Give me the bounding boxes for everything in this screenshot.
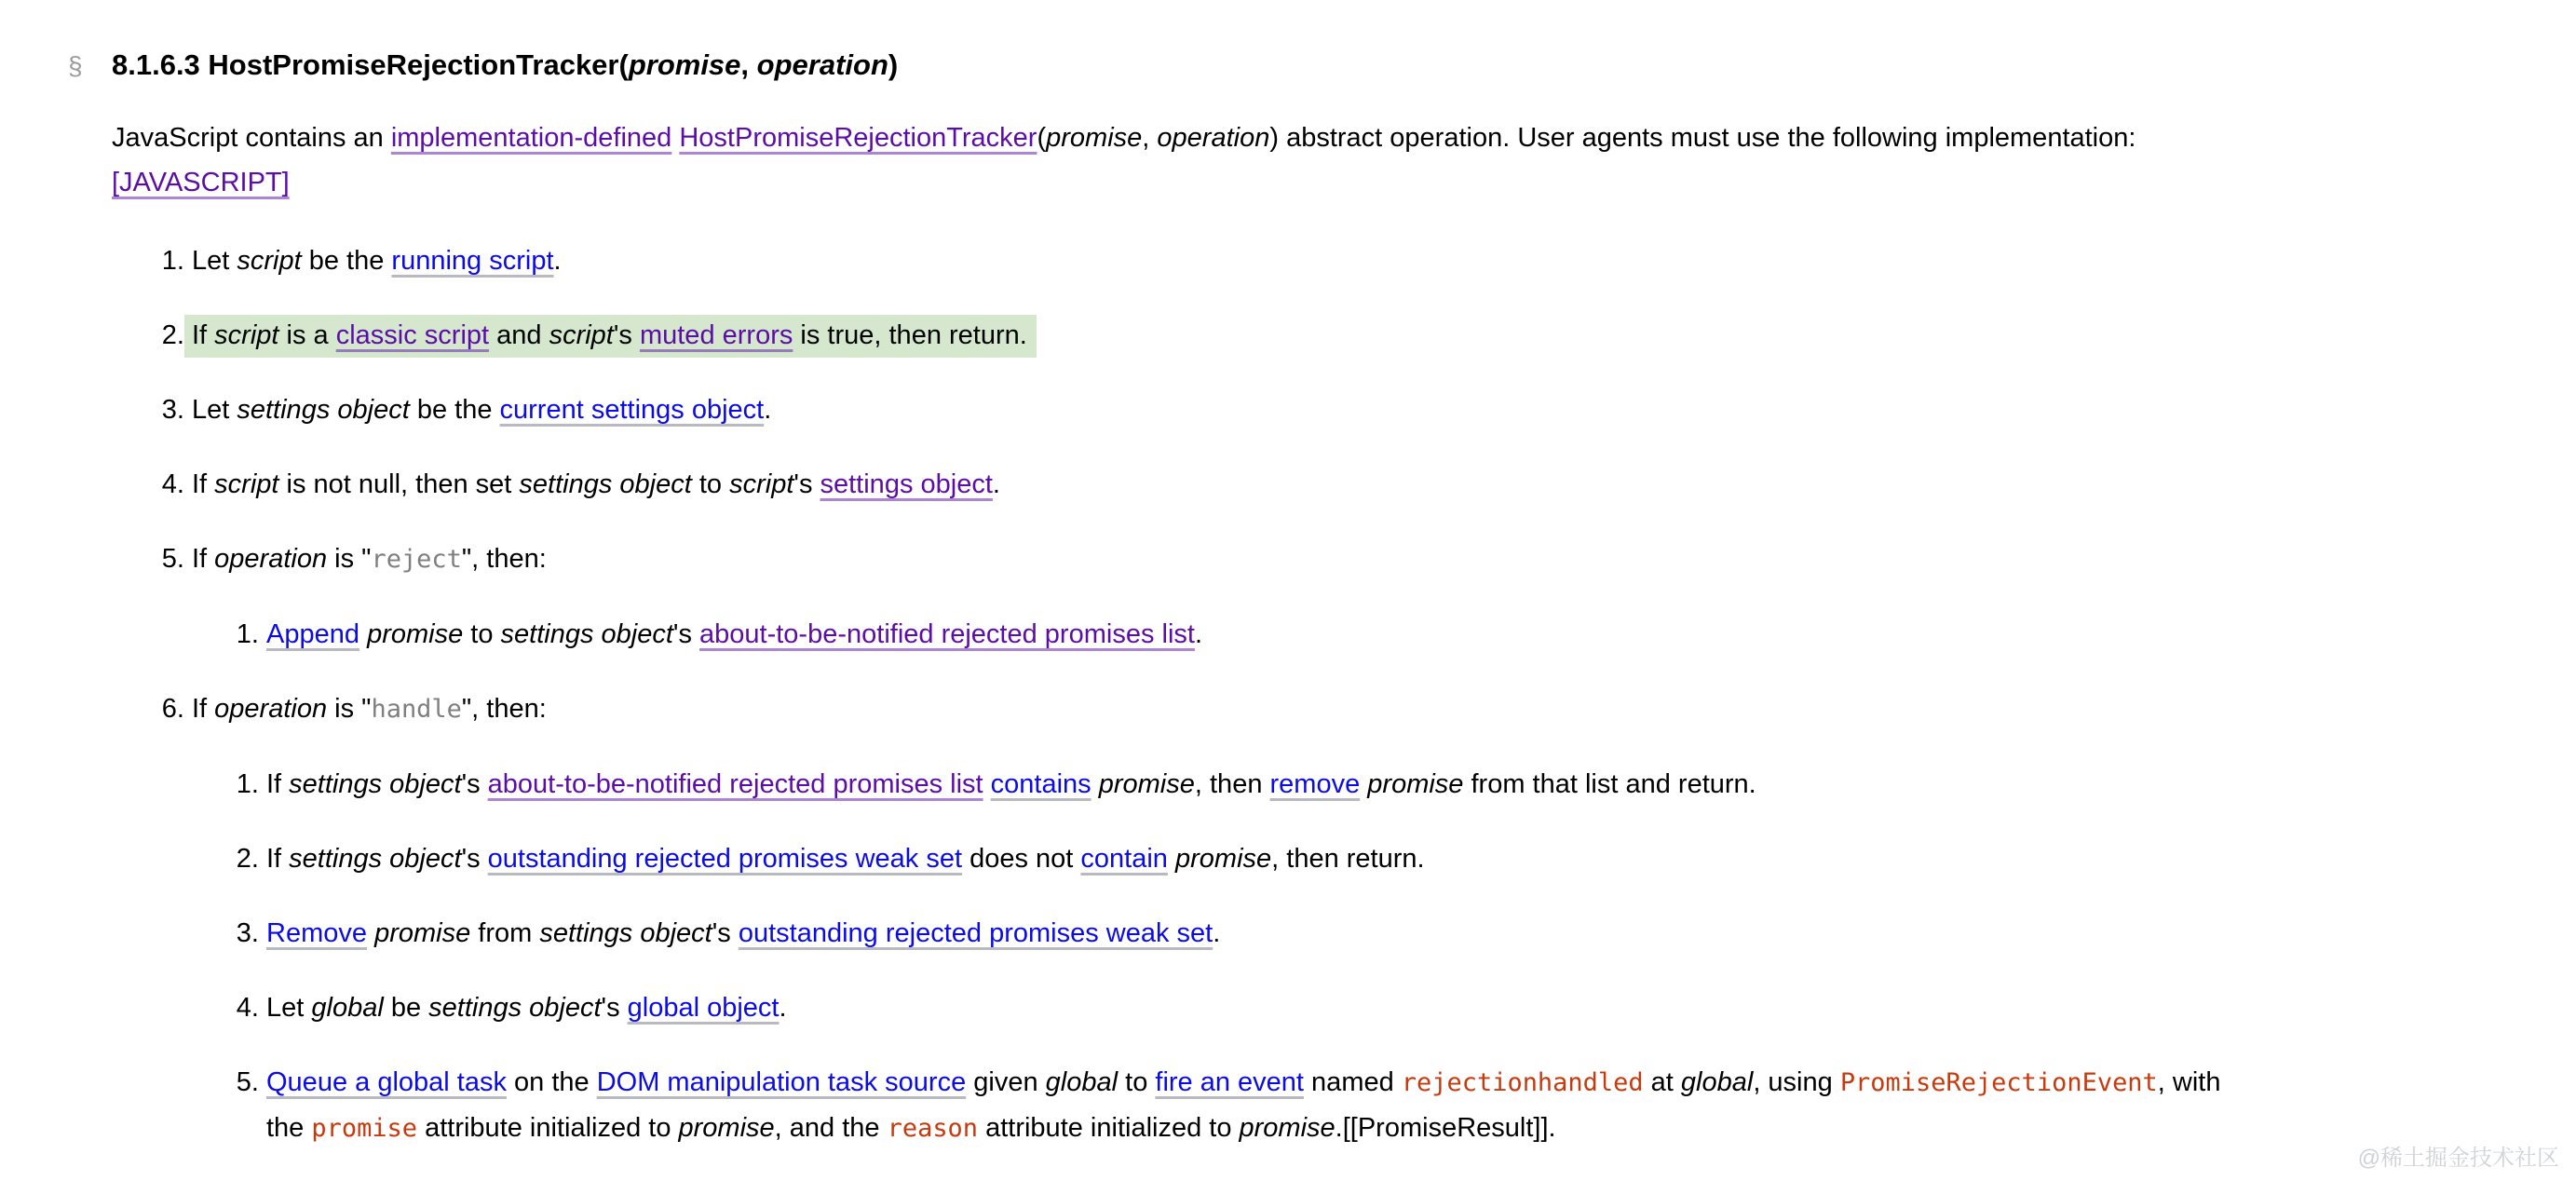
text: , with xyxy=(2157,1067,2221,1097)
link-append[interactable]: Append xyxy=(266,619,359,649)
text: and xyxy=(489,320,549,350)
variable: settings object xyxy=(539,918,712,948)
text: . xyxy=(764,395,772,425)
link-outstanding-rejected-promises-weak-set[interactable]: outstanding rejected promises weak set xyxy=(487,844,963,874)
section-self-link[interactable]: § xyxy=(68,51,83,80)
text: 's xyxy=(461,844,488,874)
variable: operation xyxy=(756,48,888,81)
spec-section xyxy=(68,43,2412,1181)
highlighted-step-text xyxy=(184,315,1037,358)
link-queue-a-global-task[interactable]: Queue a global task xyxy=(266,1067,507,1097)
text: is a xyxy=(278,320,336,350)
link-fire-an-event[interactable]: fire an event xyxy=(1155,1067,1304,1097)
text: ) xyxy=(888,48,899,81)
variable: script xyxy=(549,320,614,350)
text: If xyxy=(266,769,290,799)
substeps-list xyxy=(192,612,2412,657)
text: ) abstract operation. User agents must use the following implementation: xyxy=(1269,123,2136,153)
text: ( xyxy=(1037,123,1047,153)
text: ", then: xyxy=(461,544,547,574)
code-literal: handle xyxy=(371,695,462,724)
variable: script xyxy=(237,246,302,276)
variable: settings object xyxy=(500,619,673,649)
text: JavaScript contains an xyxy=(112,123,391,153)
variable: script xyxy=(729,469,794,499)
variable: settings object xyxy=(289,769,462,799)
text: 's xyxy=(793,469,820,499)
text: 's xyxy=(613,320,640,350)
text: , then return. xyxy=(1271,844,1425,874)
text: named xyxy=(1304,1067,1402,1097)
variable: settings object xyxy=(428,993,602,1023)
variable: settings object xyxy=(289,844,462,874)
text: does not xyxy=(962,844,1081,874)
step-item xyxy=(192,462,2412,507)
text: . xyxy=(1194,619,1203,649)
text xyxy=(367,918,374,948)
text: If xyxy=(192,544,215,574)
variable: operation xyxy=(214,694,328,724)
link-about-to-be-notified-rejected-promises-list[interactable]: about-to-be-notified rejected promises list xyxy=(487,769,983,799)
text: . xyxy=(553,246,562,276)
text: 8.1.6.3 HostPromiseRejectionTracker( xyxy=(112,48,629,81)
link-global-object[interactable]: global object xyxy=(627,993,780,1023)
variable: global xyxy=(1045,1067,1119,1097)
step-item xyxy=(192,686,2412,1151)
section-heading-text xyxy=(112,48,898,81)
text: on the xyxy=(506,1067,597,1097)
link-javascript-ref[interactable]: [JAVASCRIPT] xyxy=(112,168,290,197)
link-hostpromiserejectiontracker[interactable]: HostPromiseRejectionTracker xyxy=(679,123,1037,153)
text: from xyxy=(470,918,540,948)
variable: script xyxy=(214,320,279,350)
text: attribute initialized to xyxy=(417,1113,679,1143)
text: . xyxy=(992,469,1000,499)
text xyxy=(1091,769,1099,799)
text: to xyxy=(1118,1067,1156,1097)
text: attribute initialized to xyxy=(978,1113,1240,1143)
text: .[[PromiseResult]]. xyxy=(1335,1113,1556,1143)
variable: promise xyxy=(1046,123,1143,153)
variable: settings object xyxy=(237,395,410,425)
text: , xyxy=(740,48,757,81)
text: be the xyxy=(301,246,392,276)
substeps-list xyxy=(192,762,2412,1151)
link-classic-script[interactable]: classic script xyxy=(335,320,490,350)
variable: promise xyxy=(678,1113,775,1143)
text: , using xyxy=(1753,1067,1840,1097)
variable: promise xyxy=(374,918,471,948)
text: , xyxy=(1142,123,1158,153)
text: If xyxy=(266,844,290,874)
text: from that list and return. xyxy=(1463,769,1756,799)
variable: global xyxy=(311,993,384,1023)
link-contains[interactable]: contains xyxy=(990,769,1091,799)
link-remove[interactable]: remove xyxy=(1269,769,1361,799)
variable: operation xyxy=(1157,123,1270,153)
text: given xyxy=(966,1067,1046,1097)
link-promiserejectionevent[interactable]: PromiseRejectionEvent xyxy=(1839,1068,2158,1097)
link-reason-attribute[interactable]: reason xyxy=(887,1114,979,1143)
variable: promise xyxy=(628,48,741,81)
step-item xyxy=(192,536,2412,657)
text: be xyxy=(383,993,429,1023)
variable: promise xyxy=(1239,1113,1335,1143)
steps-list xyxy=(112,238,2412,1151)
link-rejectionhandled-event[interactable]: rejectionhandled xyxy=(1401,1068,1644,1097)
text: ", then: xyxy=(461,694,547,724)
text: is " xyxy=(327,694,372,724)
text: 's xyxy=(601,993,628,1023)
text: to xyxy=(463,619,501,649)
variable: global xyxy=(1680,1067,1754,1097)
link-contain[interactable]: contain xyxy=(1080,844,1168,874)
text: be the xyxy=(409,395,500,425)
step-item xyxy=(192,238,2412,283)
text: at xyxy=(1643,1067,1681,1097)
text: , and the xyxy=(774,1113,888,1143)
variable: operation xyxy=(214,544,328,574)
text: Let xyxy=(266,993,312,1023)
intro-paragraph xyxy=(112,115,2412,205)
variable: settings object xyxy=(519,469,692,499)
variable: promise xyxy=(1367,769,1464,799)
link-remove-promise[interactable]: Remove xyxy=(266,918,367,948)
text xyxy=(983,769,991,799)
link-current-settings-object[interactable]: current settings object xyxy=(499,395,765,425)
step-item xyxy=(192,313,2412,358)
link-dom-manipulation-task-source[interactable]: DOM manipulation task source xyxy=(596,1067,967,1097)
text xyxy=(1168,844,1175,874)
variable: promise xyxy=(1175,844,1272,874)
substep-item xyxy=(266,612,2412,657)
variable: promise xyxy=(367,619,464,649)
text: . xyxy=(779,993,787,1023)
text: is " xyxy=(327,544,372,574)
substep-item xyxy=(266,762,2412,807)
text: , then xyxy=(1194,769,1270,799)
text: 's xyxy=(712,918,739,948)
variable: promise xyxy=(1098,769,1195,799)
link-settings-object[interactable]: settings object xyxy=(820,469,993,499)
substep-item xyxy=(266,1060,2412,1151)
step-item xyxy=(192,387,2412,432)
watermark: @稀土掘金技术社区 xyxy=(2357,1146,2559,1171)
variable: script xyxy=(214,469,279,499)
link-outstanding-rejected-promises-weak-set[interactable]: outstanding rejected promises weak set xyxy=(738,918,1213,948)
text: Let xyxy=(192,246,237,276)
link-muted-errors[interactable]: muted errors xyxy=(639,320,793,350)
text: to xyxy=(691,469,730,499)
text: If xyxy=(192,694,215,724)
text: . xyxy=(1213,918,1221,948)
text xyxy=(359,619,367,649)
link-running-script[interactable]: running script xyxy=(391,246,554,276)
text: the xyxy=(266,1113,312,1143)
text: If xyxy=(192,469,215,499)
substep-item xyxy=(266,836,2412,881)
substep-item xyxy=(266,911,2412,956)
text: is true, then return. xyxy=(793,320,1027,350)
text: If xyxy=(192,320,215,350)
link-implementation-defined[interactable]: implementation-defined xyxy=(390,123,672,153)
text: 's xyxy=(672,619,700,649)
link-about-to-be-notified-rejected-promises-list[interactable]: about-to-be-notified rejected promises list xyxy=(699,619,1195,649)
substep-item xyxy=(266,985,2412,1030)
code-literal: reject xyxy=(371,545,462,574)
link-promise-attribute[interactable]: promise xyxy=(311,1114,418,1143)
section-heading xyxy=(68,43,2412,88)
text: 's xyxy=(461,769,488,799)
text: Let xyxy=(192,395,237,425)
text: is not null, then set xyxy=(278,469,520,499)
